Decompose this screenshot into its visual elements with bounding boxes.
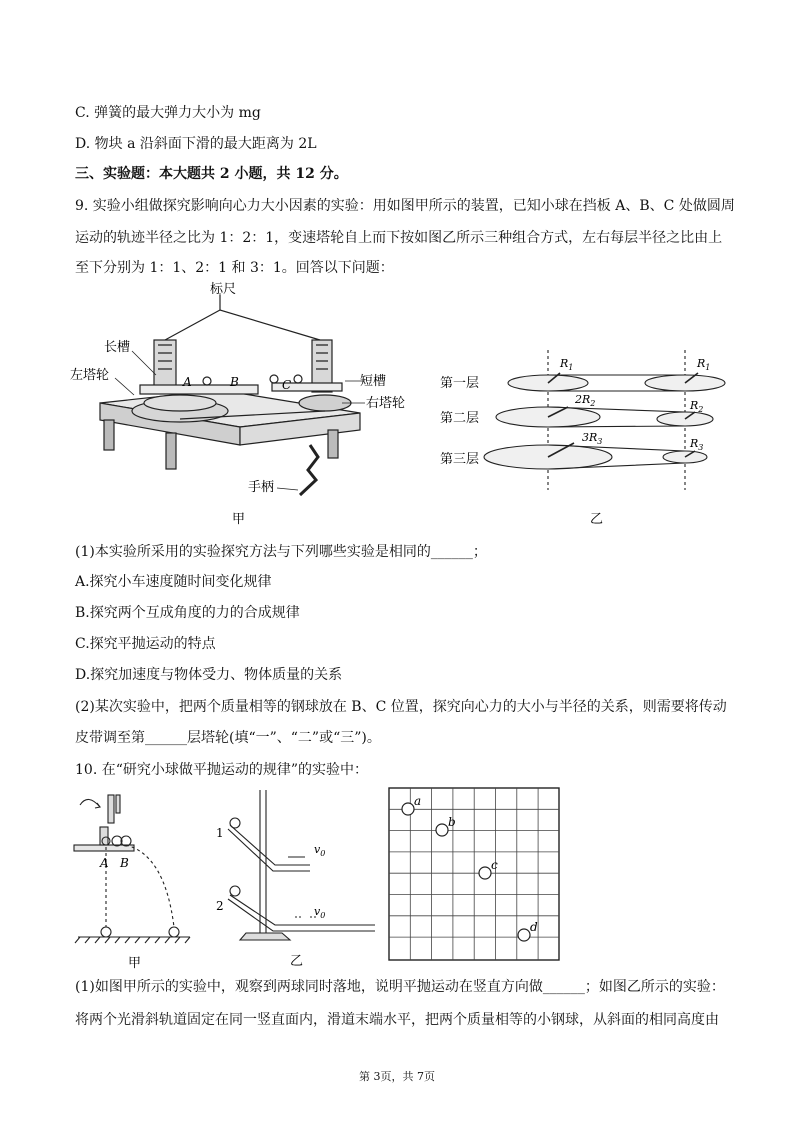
q9-part-2b: 皮带调至第______层塔轮(填“一”、“二”或“三”)。 xyxy=(75,730,381,746)
svg-text:R1 xyxy=(696,357,710,372)
option-c: C. 弹簧的最大弹力大小为 mg xyxy=(75,105,261,121)
r2-right-sub: 2 xyxy=(698,405,704,414)
label-a: A xyxy=(183,375,192,389)
r1-left: R xyxy=(560,357,569,370)
point-a-label: a xyxy=(414,794,422,808)
r3-left: 3R xyxy=(582,431,598,444)
layer-3-label: 第三层 xyxy=(440,452,480,467)
label-changcao: 长槽 xyxy=(104,340,131,355)
page-footer: 第 3页，共 7页 xyxy=(359,1070,435,1083)
layer-1-label: 第一层 xyxy=(440,376,480,391)
layer-2-label: 第二层 xyxy=(440,411,480,426)
label-a: A xyxy=(100,856,109,870)
svg-text:3R3 xyxy=(582,431,602,446)
r1-right: R xyxy=(697,357,706,370)
section-heading: 三、实验题：本大题共 2 小题，共 12 分。 xyxy=(75,166,348,182)
caption-jia: 甲 xyxy=(128,956,142,971)
label-b: B xyxy=(230,375,239,389)
label-duancao: 短槽 xyxy=(360,374,387,389)
point-d-marker xyxy=(518,929,530,941)
q9-line-2: 运动的轨迹半径之比为 1：2：1，变速塔轮自上而下按如图乙所示三种组合方式，左右每层半径之比由上 xyxy=(75,230,723,246)
v0-lower: v xyxy=(314,905,321,918)
track-2-label: 2 xyxy=(216,899,224,913)
caption-yi: 乙 xyxy=(590,512,604,527)
v0-upper-sub: 0 xyxy=(320,849,326,858)
q9-choice-c: C.探究平抛运动的特点 xyxy=(75,636,216,652)
fig10-grid-trajectory xyxy=(388,787,563,965)
r3-right: R xyxy=(690,437,699,450)
label-biaochi: 标尺 xyxy=(210,282,237,297)
q9-part-1: (1)本实验所采用的实验探究方法与下列哪些实验是相同的______； xyxy=(75,544,487,560)
r3-right-sub: 3 xyxy=(698,443,704,452)
point-a-marker xyxy=(402,803,414,815)
r2-left: 2R xyxy=(575,393,591,406)
q9-choice-a: A.探究小车速度随时间变化规律 xyxy=(75,574,272,590)
point-c-label: c xyxy=(491,858,498,872)
svg-text:R1 xyxy=(559,357,573,372)
svg-text:2R2 xyxy=(574,393,595,408)
svg-text:v0 xyxy=(314,843,325,858)
track-1-label: 1 xyxy=(216,826,224,840)
caption-jia: 甲 xyxy=(232,512,246,527)
caption-yi: 乙 xyxy=(290,954,304,969)
q9-choice-d: D.探究加速度与物体受力、物体质量的关系 xyxy=(75,667,343,683)
point-d-label: d xyxy=(530,920,538,934)
r1-left-sub: 1 xyxy=(568,363,574,372)
point-c-marker xyxy=(479,867,491,879)
svg-text:R2 xyxy=(689,399,703,414)
v0-upper: v xyxy=(314,843,321,856)
label-youtalun: 右塔轮 xyxy=(366,396,406,411)
label-zuotalun: 左塔轮 xyxy=(70,368,110,383)
svg-text:v0 xyxy=(314,905,325,920)
r3-left-sub: 3 xyxy=(597,437,603,446)
r1-right-sub: 1 xyxy=(705,363,711,372)
q9-choice-b: B.探究两个互成角度的力的合成规律 xyxy=(75,605,300,621)
point-b-marker xyxy=(436,824,448,836)
r2-left-sub: 2 xyxy=(590,399,596,408)
q9-line-1: 9. 实验小组做探究影响向心力大小因素的实验：用如图甲所示的装置，已知小球在挡板 A、B、C 处做圆周 xyxy=(75,198,735,214)
fig9-pulley-layers xyxy=(440,345,740,530)
point-b-label: b xyxy=(448,815,456,829)
fig10-drop-experiment xyxy=(70,785,200,970)
fig9-apparatus xyxy=(70,282,406,530)
q10-part-1b: 将两个光滑斜轨道固定在同一竖直面内，滑道末端水平，把两个质量相等的小钢球，从斜面的相同高度由 xyxy=(75,1012,719,1028)
q9-part-2a: (2)某次实验中，把两个质量相等的钢球放在 B、C 位置，探究向心力的大小与半径的关系，则需要将传动 xyxy=(75,699,727,715)
label-c: C xyxy=(282,378,292,392)
v0-lower-sub: 0 xyxy=(320,911,326,920)
q10-part-1a: (1)如图甲所示的实验中，观察到两球同时落地，说明平抛运动在竖直方向做______；如图乙所示的实验： xyxy=(75,979,725,995)
option-d: D. 物块 a 沿斜面下滑的最大距离为 2L xyxy=(75,136,317,152)
svg-text:R3 xyxy=(689,437,703,452)
r2-right: R xyxy=(690,399,699,412)
q9-line-3: 至下分别为 1：1、2：1 和 3：1。回答以下问题： xyxy=(75,260,394,276)
fig10-twin-tracks xyxy=(210,785,380,970)
q10-intro: 10. 在“研究小球做平抛运动的规律”的实验中： xyxy=(75,762,369,778)
label-b: B xyxy=(120,856,129,870)
label-shoubing: 手柄 xyxy=(248,480,275,495)
